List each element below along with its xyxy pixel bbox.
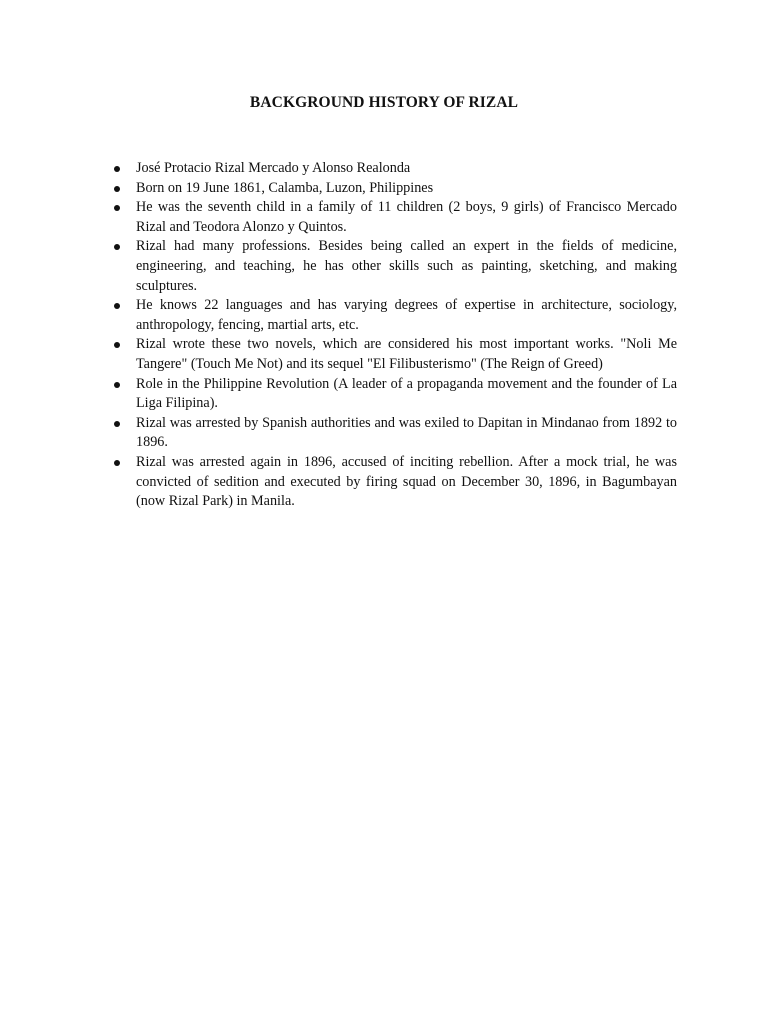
list-item-text: He was the seventh child in a family of 11 children (2 boys, 9 girls) of Francisco Mercado Rizal and Teodora Alonzo y Quintos. [136,199,677,235]
bullet-icon [114,303,120,309]
list-item [109,198,677,237]
list-item-text: José Protacio Rizal Mercado y Alonso Realonda [136,160,411,176]
list-item [109,335,677,374]
list-item [109,237,677,296]
list-item [109,296,677,335]
document-title: BACKGROUND HISTORY OF RIZAL [249,94,519,111]
list-item-text: He knows 22 languages and has varying degrees of expertise in architecture, sociology, anthropology, fencing, martial arts, etc. [136,297,677,333]
bullet-icon [114,342,120,348]
list-item [109,159,677,179]
list-item-text: Rizal was arrested again in 1896, accused of inciting rebellion. After a mock trial, he was convicted of sedition and executed by firing squad on December 30, 1896, in Bagumbayan (now Rizal Park) in Manila. [136,453,677,510]
list-item-text: Born on 19 June 1861, Calamba, Luzon, Philippines [136,179,434,196]
list-item [109,453,677,512]
bullet-icon [114,186,120,192]
list-item-text: Rizal was arrested by Spanish authorities and was exiled to Dapitan in Mindanao from 1892 to 1896. [136,414,677,451]
list-item-text: Rizal had many professions. Besides being called an expert in the fields of medicine, engineering, and teaching, he has other skills such as painting, sketching, and making sculptures. [136,238,677,294]
bullet-list [109,159,677,512]
list-item [109,414,677,453]
bullet-icon [114,382,120,388]
bullet-icon [114,421,120,427]
list-item [109,179,677,199]
list-item-text: Rizal wrote these two novels, which are considered his most important works. "Noli Me Tangere" (Touch Me Not) and its sequel "El Filibusterismo" (The Reign of Greed) [136,336,677,372]
bullet-icon [114,244,120,250]
bullet-icon [114,205,120,211]
list-item [109,375,677,414]
bullet-icon [114,166,120,172]
list-item-text: Role in the Philippine Revolution (A leader of a propaganda movement and the founder of La Liga Filipina). [136,375,677,412]
bullet-icon [114,460,120,466]
